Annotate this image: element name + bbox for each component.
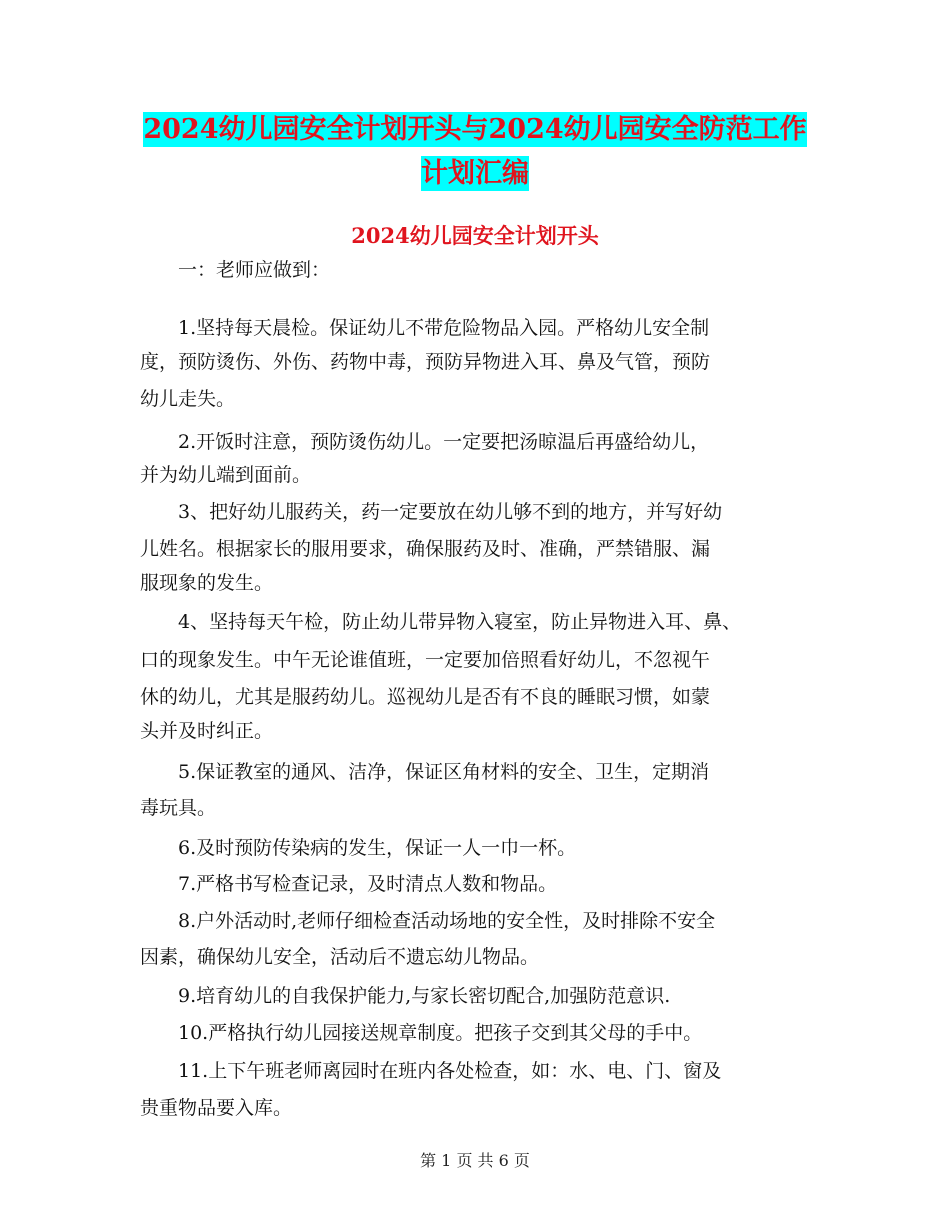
body-line: 6.及时预防传染病的发生，保证一人一巾一杯。 bbox=[140, 837, 577, 859]
document-title-line-2: 计划汇编 bbox=[421, 158, 529, 189]
page-footer: 第 1 页 共 6 页 bbox=[420, 1151, 530, 1170]
body-line: 一：老师应做到： bbox=[140, 259, 331, 281]
body-line: 2.开饭时注意，预防烫伤幼儿。一定要把汤晾温后再盛给幼儿， bbox=[140, 431, 710, 453]
body-line: 因素，确保幼儿安全，活动后不遗忘幼儿物品。 bbox=[140, 946, 540, 968]
body-line: 并为幼儿端到面前。 bbox=[140, 464, 312, 486]
body-line: 休的幼儿，尤其是服药幼儿。巡视幼儿是否有不良的睡眠习惯，如蒙 bbox=[140, 686, 711, 708]
body-line: 口的现象发生。中午无论谁值班，一定要加倍照看好幼儿，不忽视午 bbox=[140, 649, 711, 671]
body-line: 4、坚持每天午检，防止幼儿带异物入寝室，防止异物进入耳、鼻、 bbox=[140, 611, 742, 633]
body-line: 1.坚持每天晨检。保证幼儿不带危险物品入园。严格幼儿安全制 bbox=[140, 317, 710, 339]
body-line: 幼儿走失。 bbox=[140, 388, 236, 410]
body-line: 毒玩具。 bbox=[140, 797, 217, 819]
body-line: 贵重物品要入库。 bbox=[140, 1097, 293, 1119]
body-line: 5.保证教室的通风、洁净，保证区角材料的安全、卫生，定期消 bbox=[140, 761, 710, 783]
body-line: 3、把好幼儿服药关，药一定要放在幼儿够不到的地方，并写好幼 bbox=[140, 501, 723, 523]
body-line: 儿姓名。根据家长的服用要求，确保服药及时、准确，严禁错服、漏 bbox=[140, 538, 711, 560]
body-line: 11.上下午班老师离园时在班内各处检查，如：水、电、门、窗及 bbox=[140, 1060, 722, 1082]
body-line: 度，预防烫伤、外伤、药物中毒，预防异物进入耳、鼻及气管，预防 bbox=[140, 351, 711, 373]
body-line: 头并及时纠正。 bbox=[140, 720, 274, 742]
body-line: 9.培育幼儿的自我保护能力,与家长密切配合,加强防范意识. bbox=[140, 985, 671, 1007]
document-title-line-1: 2024幼儿园安全计划开头与2024幼儿园安全防范工作 bbox=[143, 114, 807, 145]
section-title: 2024幼儿园安全计划开头 bbox=[351, 223, 599, 248]
body-line: 10.严格执行幼儿园接送规章制度。把孩子交到其父母的手中。 bbox=[140, 1022, 703, 1044]
body-line: 服现象的发生。 bbox=[140, 572, 274, 594]
body-line: 7.严格书写检查记录，及时清点人数和物品。 bbox=[140, 873, 558, 895]
body-line: 8.户外活动时,老师仔细检查活动场地的安全性，及时排除不安全 bbox=[140, 910, 716, 932]
